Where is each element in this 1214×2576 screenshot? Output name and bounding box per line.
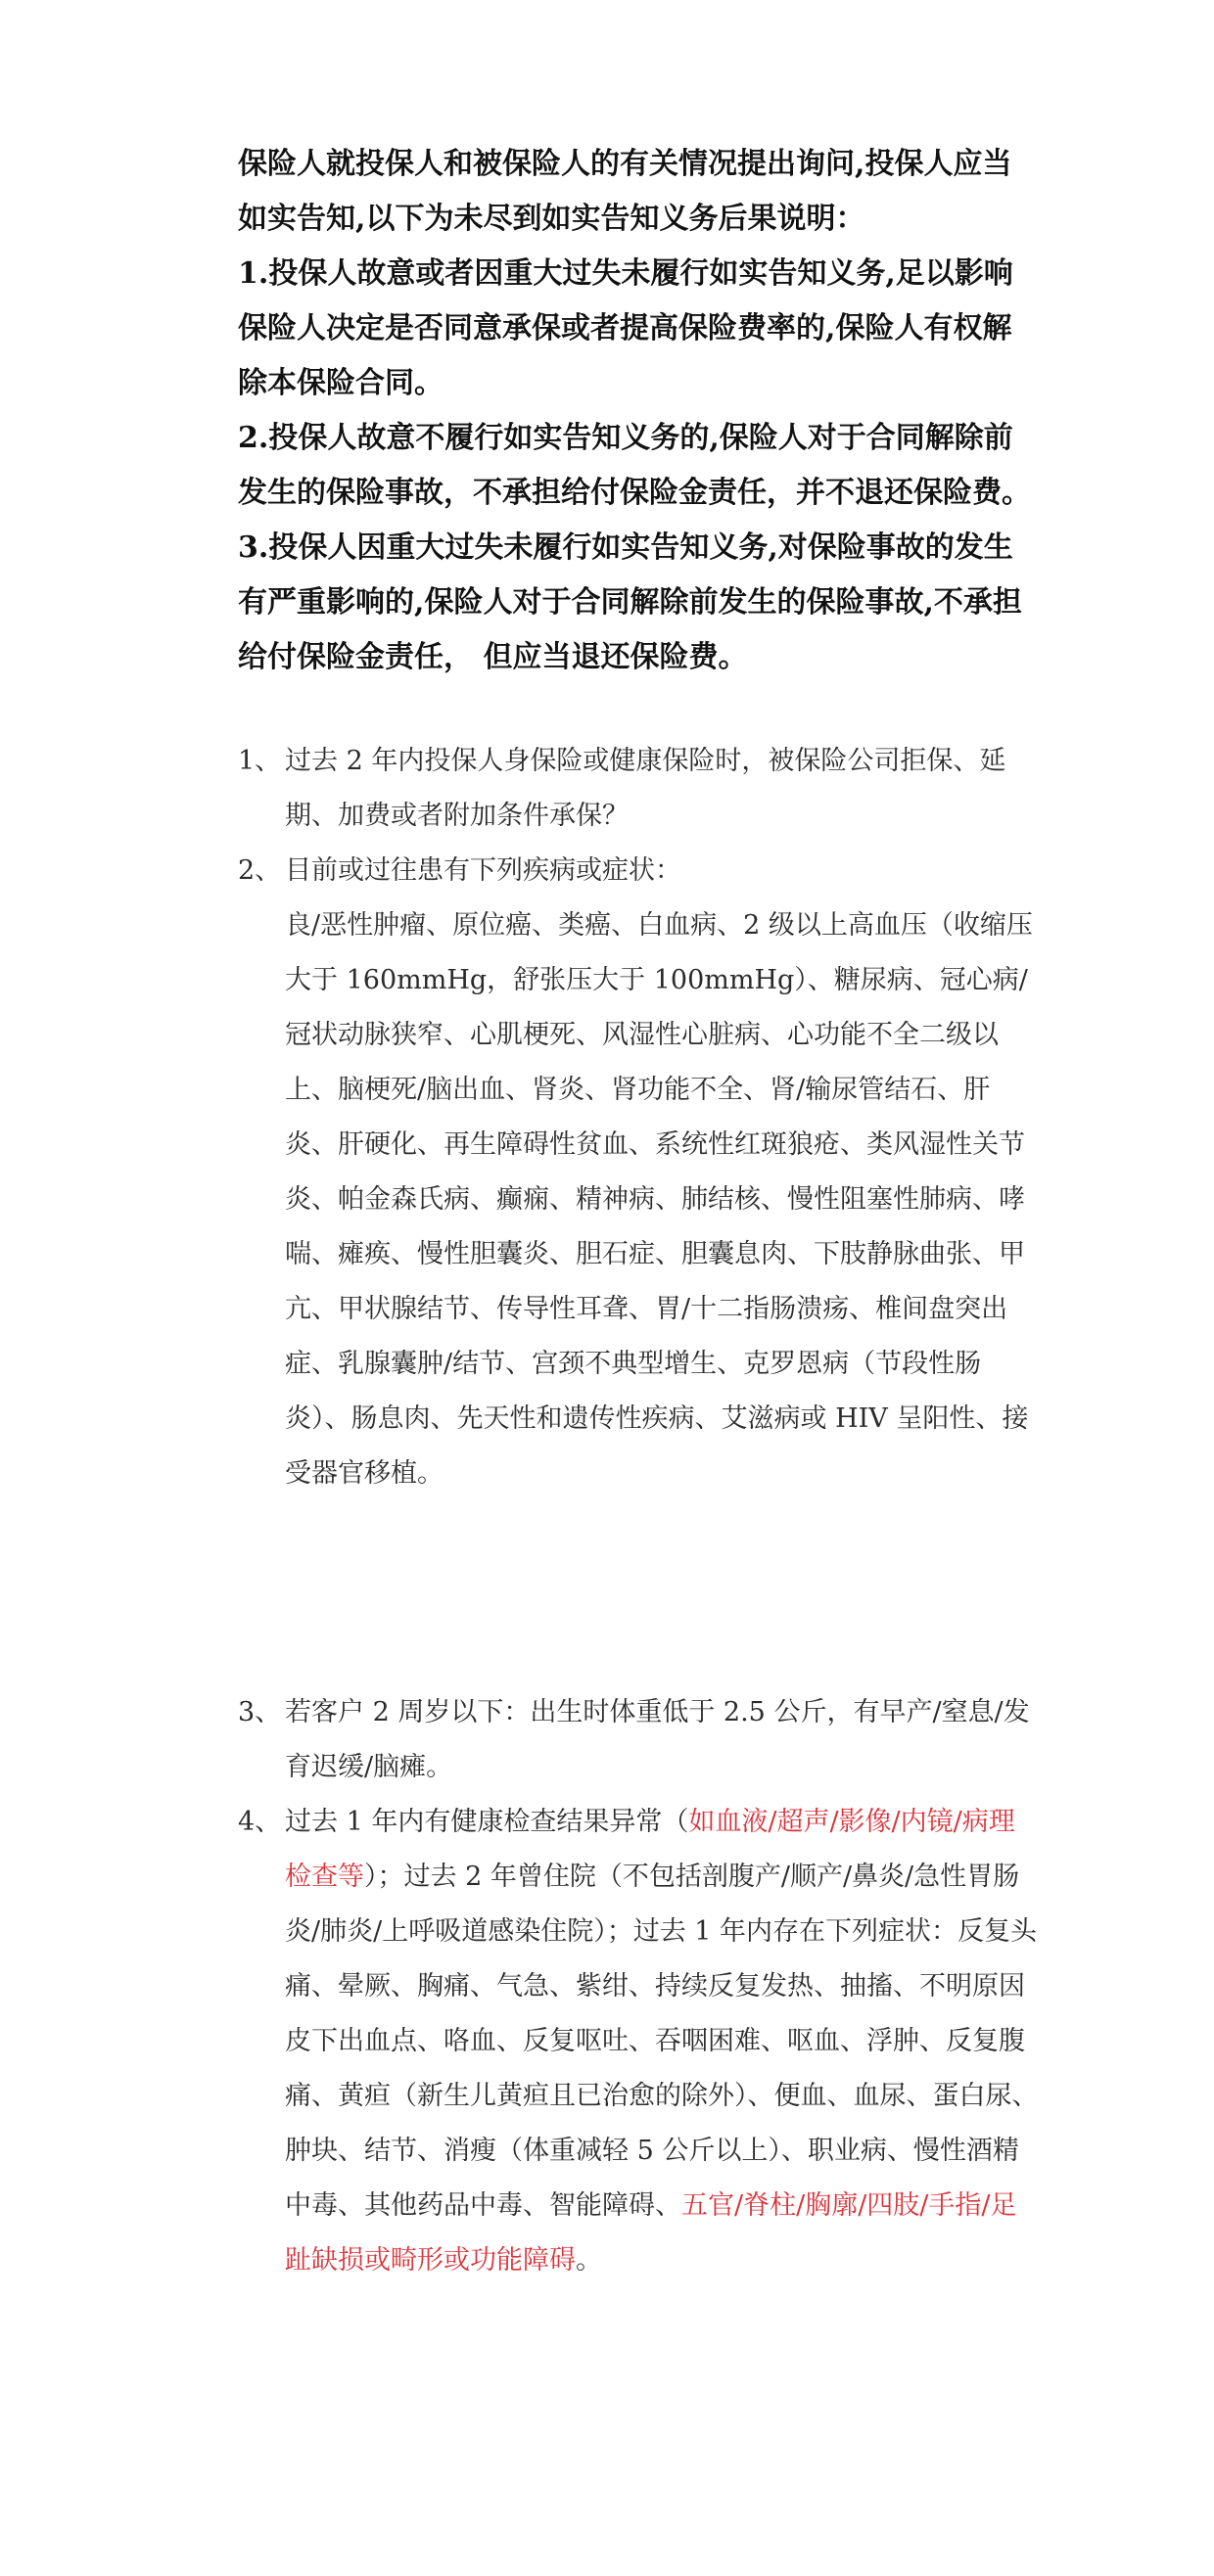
question-text: [285, 1795, 1041, 2288]
question-2: [238, 844, 1041, 1501]
text-segment: ）；过去 2 年曾住院（不包括剖腹产/顺产/鼻炎/急性胃肠炎/肺炎/上呼吸道感染住院）；过去 1 年内存在下列症状：反复头痛、晕厥、胸痛、气急、紫绀、持续反复发热、抽搐、不明原因皮下出血点、咯血、反复呕吐、吞咽困难、呕血、浮肿、反复腹痛、黄疸（新生儿黄疸且已治愈的除外）、便血、血尿、蛋白尿、肿块、结节、消瘦（体重减轻 5 公斤以上）、职业病、慢性酒精中毒、其他药品中毒、智能障碍、: [285, 1862, 1039, 2221]
highlighted-deformities: 五官/脊柱/胸廓/四肢/手指/足趾缺损或畸形或功能障碍: [285, 2190, 1017, 2276]
text-segment: 过去 1 年内有健康检查结果异常（: [285, 1807, 689, 1837]
notice-point-1: 1.投保人故意或者因重大过失未履行如实告知义务,足以影响保险人决定是否同意承保或者提高保险费率的,保险人有权解除本保险合同。: [238, 256, 1013, 400]
question-number: 3、: [238, 1697, 282, 1727]
question-text: 若客户 2 周岁以下：出生时体重低于 2.5 公斤，有早产/窒息/发育迟缓/脑瘫。: [285, 1697, 1030, 1782]
question-text: 过去 2 年内投保人身保险或健康保险时，被保险公司拒保、延期、加费或者附加条件承保？: [285, 746, 1006, 831]
question-number: 4、: [238, 1807, 282, 1837]
notice-heading: 保险人就投保人和被保险人的有关情况提出询问,投保人应当如实告知,以下为未尽到如实告知义务后果说明：: [238, 147, 1012, 236]
notice-point-2: 2.投保人故意不履行如实告知义务的,保险人对于合同解除前发生的保险事故，不承担给付保险金责任，并不退还保险费。: [238, 421, 1031, 510]
highlighted-exam-types: 如血液/超声/影像/内镜/病理检查等: [285, 1807, 1015, 1892]
question-1: [238, 734, 1041, 844]
question-number: 1、: [238, 746, 282, 776]
disclosure-notice: [238, 137, 1041, 685]
text-segment: 。: [576, 2245, 602, 2276]
question-text: 目前或过往患有下列疾病或症状：: [285, 855, 681, 886]
question-number: 2、: [238, 855, 282, 886]
question-3: [238, 1685, 1041, 1795]
question-4: [238, 1795, 1041, 2288]
disease-list: 良/恶性肿瘤、原位癌、类癌、白血病、2 级以上高血压（收缩压大于 160mmHg，舒张压大于 100mmHg）、糖尿病、冠心病/冠状动脉狭窄、心肌梗死、风湿性心脏病、心功能不全二级以上、脑梗死/脑出血、肾炎、肾功能不全、肾/输尿管结石、肝炎、肝硬化、再生障碍性贫血、系统性红斑狼疮、类风湿性关节炎、帕金森氏病、癫痫、精神病、肺结核、慢性阻塞性肺病、哮喘、瘫痪、慢性胆囊炎、胆石症、胆囊息肉、下肢静脉曲张、甲亢、甲状腺结节、传导性耳聋、胃/十二指肠溃疡、椎间盘突出症、乳腺囊肿/结节、宫颈不典型增生、克罗恩病（节段性肠炎）、肠息肉、先天性和遗传性疾病、艾滋病或 HIV 呈阳性、接受器官移植。: [285, 910, 1033, 1489]
notice-point-3: 3.投保人因重大过失未履行如实告知义务,对保险事故的发生有严重影响的,保险人对于合同解除前发生的保险事故,不承担给付保险金责任， 但应当退还保险费。: [238, 530, 1022, 674]
